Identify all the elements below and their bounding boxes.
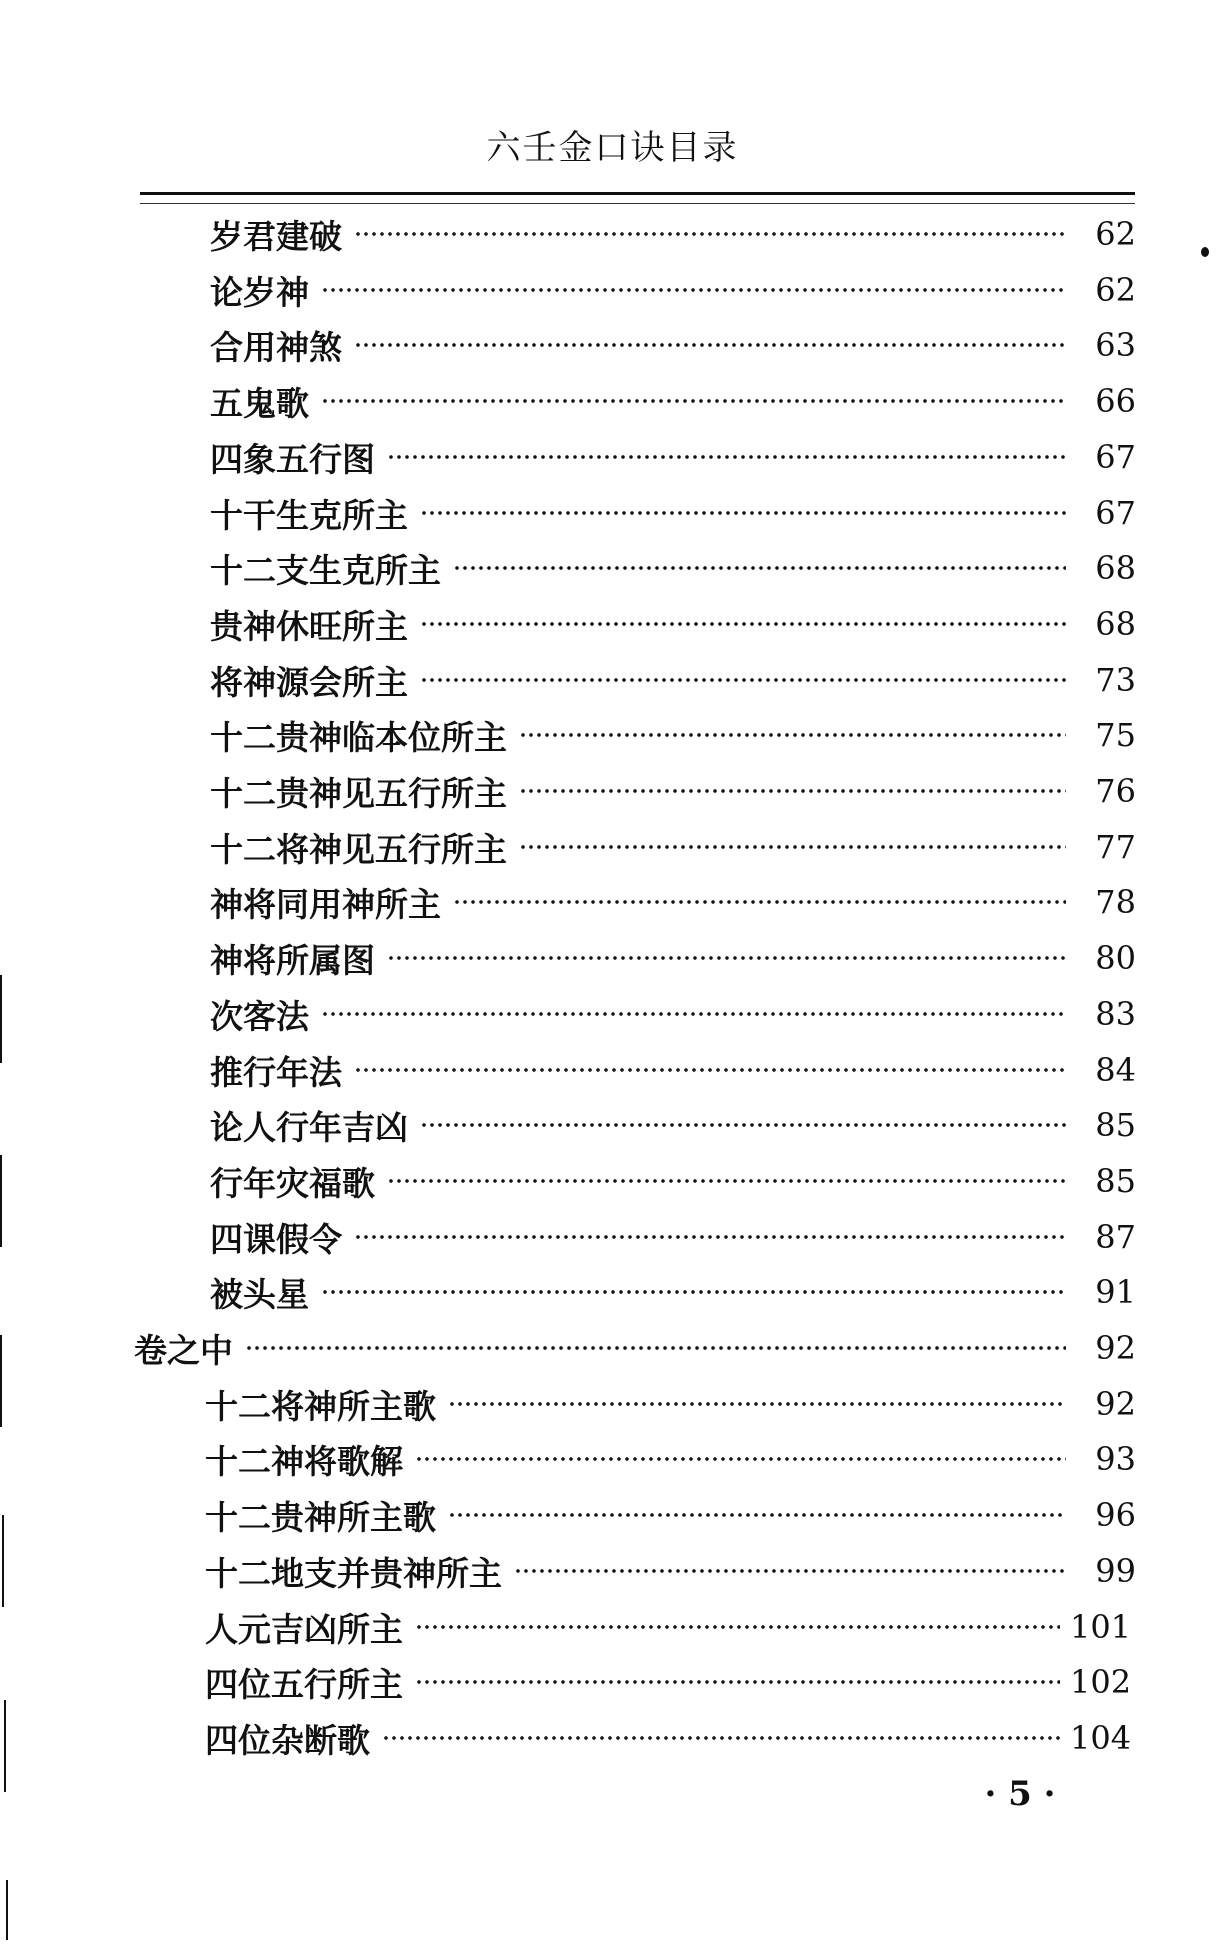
- toc-entry[interactable]: [210, 819, 1136, 875]
- toc-entry-page: 68: [1095, 605, 1136, 643]
- toc-entry[interactable]: [210, 874, 1136, 930]
- scan-edge-mark: [2, 1515, 4, 1607]
- toc-entry[interactable]: [210, 1209, 1136, 1265]
- toc-entry[interactable]: [205, 1487, 1136, 1543]
- dot-leader: [514, 1568, 1066, 1574]
- toc-entry-title: 四象五行图: [210, 439, 375, 479]
- toc-entry-title: 十二支生克所主: [210, 550, 441, 590]
- toc-entry[interactable]: [205, 1431, 1136, 1487]
- dot-leader: [321, 1289, 1066, 1295]
- toc-entry-title: 岁君建破: [210, 216, 342, 256]
- dot-leader: [448, 1512, 1066, 1518]
- toc-entry-page: 80: [1095, 939, 1136, 977]
- toc-entry-title: 十二地支并贵神所主: [205, 1553, 502, 1593]
- toc-entry[interactable]: [210, 429, 1136, 485]
- toc-entry-page: 78: [1095, 883, 1136, 921]
- header-rule: [140, 192, 1135, 204]
- toc-entry-page: 68: [1095, 549, 1136, 587]
- toc-entry-page: 66: [1095, 382, 1136, 420]
- toc-entry[interactable]: [210, 1264, 1136, 1320]
- toc-entry[interactable]: [134, 1320, 1136, 1376]
- dot-leader: [382, 1735, 1060, 1741]
- dot-leader: [519, 844, 1066, 850]
- dot-leader: [415, 1456, 1066, 1462]
- toc-entry-page: 99: [1095, 1552, 1136, 1590]
- dot-leader: [354, 1067, 1066, 1073]
- dot-leader: [519, 732, 1066, 738]
- toc-entry-page: 75: [1095, 716, 1136, 754]
- page-number: · 5 ·: [984, 1774, 1056, 1814]
- toc-entry-page: 102: [1070, 1663, 1132, 1701]
- toc-entry-title: 神将所属图: [210, 940, 375, 980]
- toc-entry-title: 次客法: [210, 996, 309, 1036]
- toc-entry-title: 十二将神所主歌: [205, 1386, 436, 1426]
- dot-leader: [453, 899, 1066, 905]
- toc-entry-title: 十干生克所主: [210, 495, 408, 535]
- dot-leader: [354, 231, 1066, 237]
- toc-entry[interactable]: [205, 1543, 1136, 1599]
- dot-leader: [415, 1624, 1060, 1630]
- dot-leader: [519, 788, 1066, 794]
- toc-entry[interactable]: [205, 1376, 1136, 1432]
- dot-leader: [420, 621, 1066, 627]
- dot-leader: [321, 1011, 1066, 1017]
- toc-entry-title: 四课假令: [210, 1219, 342, 1259]
- dot-leader: [420, 677, 1066, 683]
- dot-leader: [448, 1401, 1066, 1407]
- toc-entry-title: 人元吉凶所主: [205, 1609, 403, 1649]
- toc-entry[interactable]: [210, 930, 1136, 986]
- toc-entry-page: 92: [1095, 1329, 1136, 1367]
- toc-entry[interactable]: [210, 206, 1136, 262]
- toc-entry-title: 十二贵神所主歌: [205, 1497, 436, 1537]
- page-title: 六壬金口诀目录: [486, 128, 739, 168]
- toc-entry-title: 四位杂断歌: [205, 1720, 370, 1760]
- toc-entry-title: 十二将神见五行所主: [210, 829, 507, 869]
- dot-leader: [453, 565, 1066, 571]
- toc-entry-page: 73: [1095, 661, 1136, 699]
- dot-leader: [354, 1234, 1066, 1240]
- toc-entry-page: 83: [1095, 995, 1136, 1033]
- toc-entry-title: 行年灾福歌: [210, 1163, 375, 1203]
- toc-entry[interactable]: [210, 652, 1136, 708]
- toc-entry-page: 92: [1095, 1385, 1136, 1423]
- dot-leader: [321, 398, 1066, 404]
- toc-entry-title: 贵神休旺所主: [210, 606, 408, 646]
- toc-entry-page: 67: [1095, 494, 1136, 532]
- toc-entry-title: 五鬼歌: [210, 383, 309, 423]
- scan-edge-mark: [6, 1880, 8, 1940]
- toc-entry-title: 十二贵神临本位所主: [210, 717, 507, 757]
- toc-entry-title: 十二贵神见五行所主: [210, 773, 507, 813]
- toc-entry-title: 四位五行所主: [205, 1664, 403, 1704]
- toc-entry-page: 62: [1095, 215, 1136, 253]
- scan-edge-mark: [4, 1700, 6, 1792]
- scan-speck: [1201, 247, 1209, 257]
- toc-entry[interactable]: [210, 763, 1136, 819]
- toc-entry[interactable]: [210, 1153, 1136, 1209]
- toc-entry-page: 76: [1095, 772, 1136, 810]
- toc-entry-page: 96: [1095, 1496, 1136, 1534]
- toc-entry[interactable]: [210, 373, 1136, 429]
- toc-entry-title: 将神源会所主: [210, 662, 408, 702]
- toc-entry-page: 91: [1095, 1273, 1136, 1311]
- toc-entry-page: 93: [1095, 1440, 1136, 1478]
- toc-entry[interactable]: [210, 596, 1136, 652]
- toc-entry-page: 87: [1095, 1218, 1136, 1256]
- toc-entry-page: 104: [1070, 1719, 1132, 1757]
- scan-edge-mark: [0, 1335, 2, 1427]
- toc-entry-page: 62: [1095, 271, 1136, 309]
- toc-entry[interactable]: [210, 1042, 1136, 1098]
- toc-entry-page: 63: [1095, 326, 1136, 364]
- dot-leader: [420, 510, 1066, 516]
- toc-entry[interactable]: [210, 262, 1136, 318]
- dot-leader: [321, 287, 1066, 293]
- toc-entry-title: 推行年法: [210, 1052, 342, 1092]
- dot-leader: [354, 342, 1066, 348]
- toc-entry-page: 101: [1070, 1608, 1132, 1646]
- toc-entry[interactable]: [210, 485, 1136, 541]
- toc-entry-title: 论岁神: [210, 272, 309, 312]
- toc-entry-title: 合用神煞: [210, 327, 342, 367]
- toc-entry-page: 67: [1095, 438, 1136, 476]
- dot-leader: [420, 1122, 1066, 1128]
- scan-edge-mark: [0, 1155, 2, 1247]
- toc-entry-page: 85: [1095, 1106, 1136, 1144]
- dot-leader: [245, 1345, 1066, 1351]
- toc-entry-title: 神将同用神所主: [210, 884, 441, 924]
- toc-entry-page: 85: [1095, 1162, 1136, 1200]
- toc-entry[interactable]: [210, 986, 1136, 1042]
- toc-entry[interactable]: [210, 707, 1136, 763]
- toc-entry[interactable]: [205, 1654, 1130, 1710]
- scan-edge-mark: [0, 975, 2, 1063]
- toc-entry[interactable]: [205, 1710, 1130, 1766]
- toc-entry-title: 论人行年吉凶: [210, 1107, 408, 1147]
- toc-entry-page: 77: [1095, 828, 1136, 866]
- toc-entry-title: 卷之中: [134, 1330, 233, 1370]
- toc-entry[interactable]: [210, 317, 1136, 373]
- dot-leader: [387, 1178, 1066, 1184]
- toc-entry-page: 84: [1095, 1051, 1136, 1089]
- dot-leader: [415, 1679, 1060, 1685]
- toc-entry[interactable]: [210, 540, 1136, 596]
- toc-entry-title: 被头星: [210, 1274, 309, 1314]
- toc-entry[interactable]: [205, 1599, 1130, 1655]
- toc-entry[interactable]: [210, 1097, 1136, 1153]
- toc-entry-title: 十二神将歌解: [205, 1441, 403, 1481]
- dot-leader: [387, 955, 1066, 961]
- dot-leader: [387, 454, 1066, 460]
